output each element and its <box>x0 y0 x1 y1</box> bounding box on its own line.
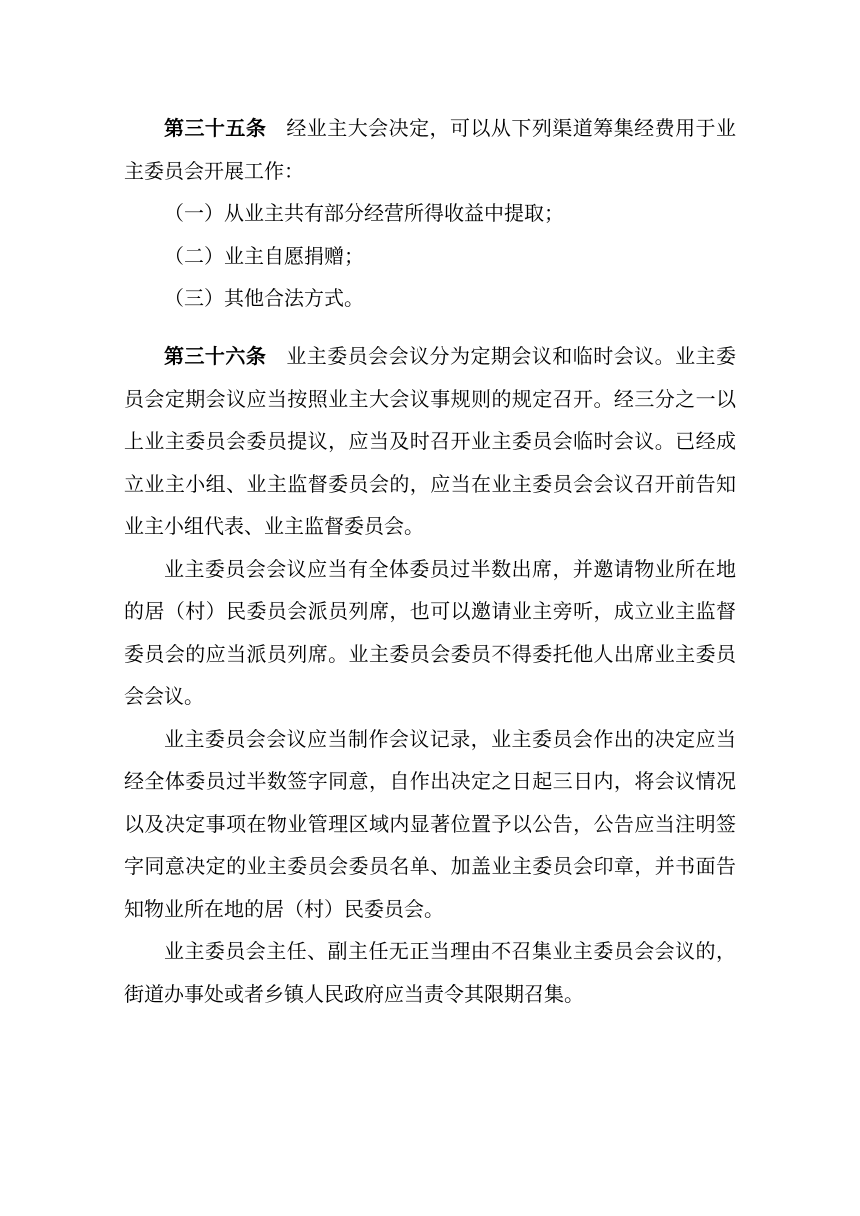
article-36-heading: 第三十六条 <box>164 344 267 368</box>
article-36-body: 业主委员会会议分为定期会议和临时会议。业主委员会定期会议应当按照业主大会议事规则的规定召开。经三分之一以上业主委员会委员提议，应当及时召开业主委员会临时会议。已经成立业主小组、业主监督委员会的，应当在业主委员会会议召开前告知业主小组代表、业主监督委员会。 <box>124 344 737 538</box>
article-36-paragraph <box>124 335 736 548</box>
article-36-section <box>124 335 736 1015</box>
article-35-body: 经业主大会决定，可以从下列渠道筹集经费用于业主委员会开展工作： <box>124 116 737 183</box>
article-35-item-1: （一）从业主共有部分经营所得收益中提取； <box>164 201 564 225</box>
article-36-paragraph-2: 业主委员会会议应当有全体委员过半数出席，并邀请物业所在地的居（村）民委员会派员列席，也可以邀请业主旁听，成立业主监督委员会的应当派员列席。业主委员会委员不得委托他人出席业主委员会会议。 <box>124 556 736 708</box>
article-35-item-2: （二）业主自愿捐赠； <box>164 243 364 268</box>
article-35-paragraph <box>124 107 736 192</box>
article-36-paragraph-3: 业主委员会会议应当制作会议记录，业主委员会作出的决定应当经全体委员过半数签字同意，自作出决定之日起三日内，将会议情况以及决定事项在物业管理区域内显著位置予以公告，公告应当注明签字同意决定的业主委员会委员名单、加盖业主委员会印章，并书面告知物业所在地的居（村）民委员会。 <box>124 726 736 921</box>
article-35-section <box>124 107 736 320</box>
article-36-paragraph-4: 业主委员会主任、副主任无正当理由不召集业主委员会会议的，街道办事处或者乡镇人民政府应当责令其限期召集。 <box>124 939 736 1006</box>
article-35-heading: 第三十五条 <box>164 116 267 140</box>
article-35-item-3: （三）其他合法方式。 <box>164 286 364 310</box>
